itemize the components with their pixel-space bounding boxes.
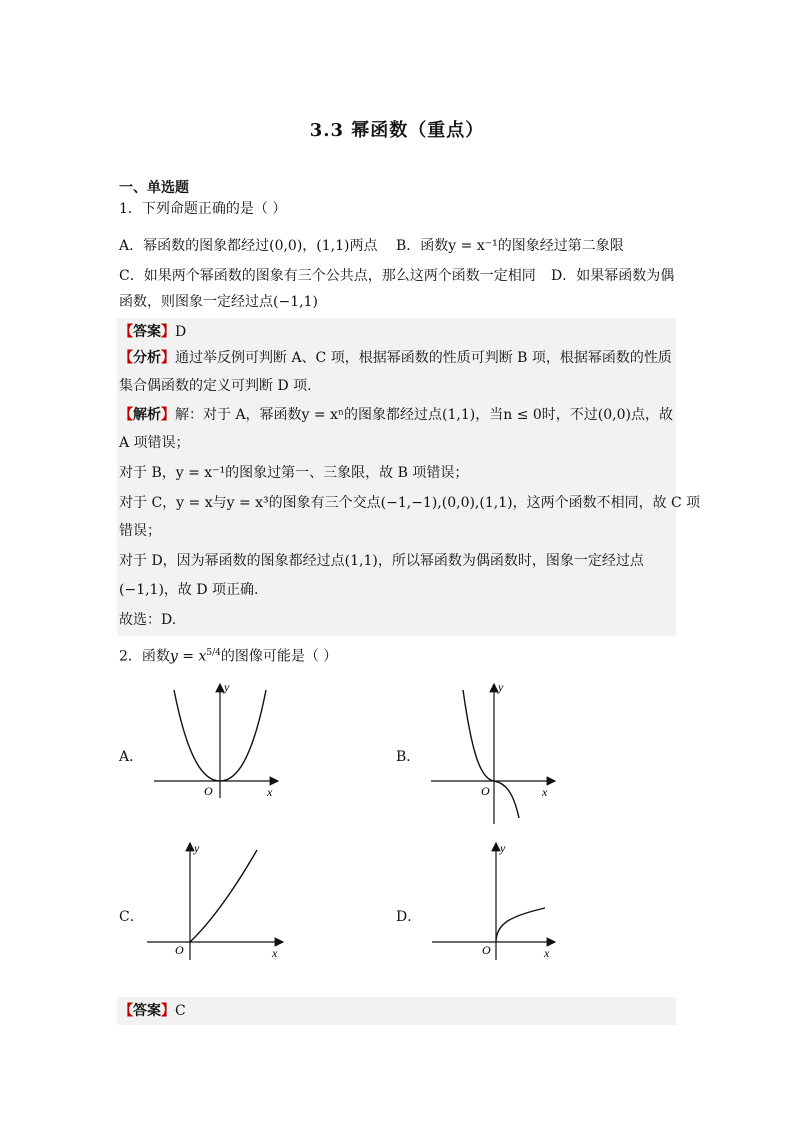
page-title: 3.3 幂函数（重点） <box>309 120 485 141</box>
graph-c <box>143 838 288 963</box>
graph-b-label: B． <box>396 749 421 765</box>
graph-a-label: A． <box>119 749 144 765</box>
x-label: x <box>542 785 548 799</box>
graph-c-label: C． <box>119 909 144 925</box>
origin-label: O <box>204 784 213 798</box>
curve <box>463 690 519 818</box>
q1-answer <box>119 322 186 342</box>
graph-b <box>425 676 565 828</box>
solution-tag: 【解析】 <box>119 407 175 423</box>
q1-stem: 1．下列命题正确的是（ ） <box>119 201 287 217</box>
answer-tag: 【答案】 <box>119 324 175 340</box>
section-heading: 一、单选题 <box>119 180 189 196</box>
q1-solution-line5: 错误； <box>119 523 161 539</box>
q2-function: y = x <box>169 648 207 665</box>
x-label: x <box>267 785 273 799</box>
origin-label: O <box>482 943 491 957</box>
q1-solution-line4: 对于 C，y = x与y = x³的图象有三个交点(−1,−1),(0,0),(1,1)，这两个函数不相同，故 C 项 <box>119 495 701 511</box>
q1-choose: 故选：D. <box>119 612 177 628</box>
curve <box>190 850 257 942</box>
answer-value: D <box>175 324 187 340</box>
q1-option-b: B．函数y = x⁻¹的图象经过第二象限 <box>396 238 624 254</box>
q1-analysis-cont: 集合偶函数的定义可判断 D 项. <box>119 378 312 394</box>
answer-tag: 【答案】 <box>119 1003 175 1019</box>
y-label: y <box>498 680 504 694</box>
q2-answer-block <box>117 997 676 1025</box>
q1-option-c: C．如果两个幂函数的图象有三个公共点，那么这两个函数一定相同 <box>119 268 536 284</box>
y-label: y <box>194 841 200 855</box>
q1-solution <box>119 405 673 425</box>
origin-label: O <box>481 784 490 798</box>
q1-option-d: D．如果幂函数为偶 <box>551 268 675 284</box>
q2-answer <box>119 1001 186 1021</box>
q1-solution-line2: A 项错误； <box>119 435 190 451</box>
q1-option-d-cont: 函数，则图象一定经过点(−1,1) <box>119 294 318 310</box>
answer-value: C <box>175 1003 186 1019</box>
x-label: x <box>544 946 550 960</box>
q2-stem: 2．函数$y = x^{5/4}$的图像可能是（ ） <box>119 648 338 665</box>
q1-solution-line6: 对于 D，因为幂函数的图象都经过点(1,1)，所以幂函数为偶函数时，图象一定经过点 <box>119 553 644 569</box>
graph-a <box>148 676 288 801</box>
analysis-text: 通过举反例可判断 A、C 项，根据幂函数的性质可判断 B 项，根据幂函数的性质 <box>175 350 672 366</box>
analysis-tag: 【分析】 <box>119 350 175 366</box>
graph-d-label: D． <box>396 909 422 925</box>
x-label: x <box>272 946 278 960</box>
q1-option-a: A．幂函数的图象都经过(0,0)，(1,1)两点 <box>119 238 378 254</box>
q1-analysis <box>119 348 672 368</box>
y-label: y <box>224 680 230 694</box>
q2-exponent: 5/4 <box>206 648 221 658</box>
y-label: y <box>500 841 506 855</box>
q1-solution-line3: 对于 B，y = x⁻¹的图象过第一、三象限，故 B 项错误； <box>119 465 469 481</box>
origin-label: O <box>175 943 184 957</box>
curve <box>496 908 545 942</box>
solution-text: 解：对于 A，幂函数y = xⁿ的图象都经过点(1,1)，当n ≤ 0时，不过(0,0)点，故 <box>175 407 673 423</box>
graph-d <box>430 838 560 963</box>
q1-solution-line7: (−1,1)，故 D 项正确. <box>119 582 259 598</box>
